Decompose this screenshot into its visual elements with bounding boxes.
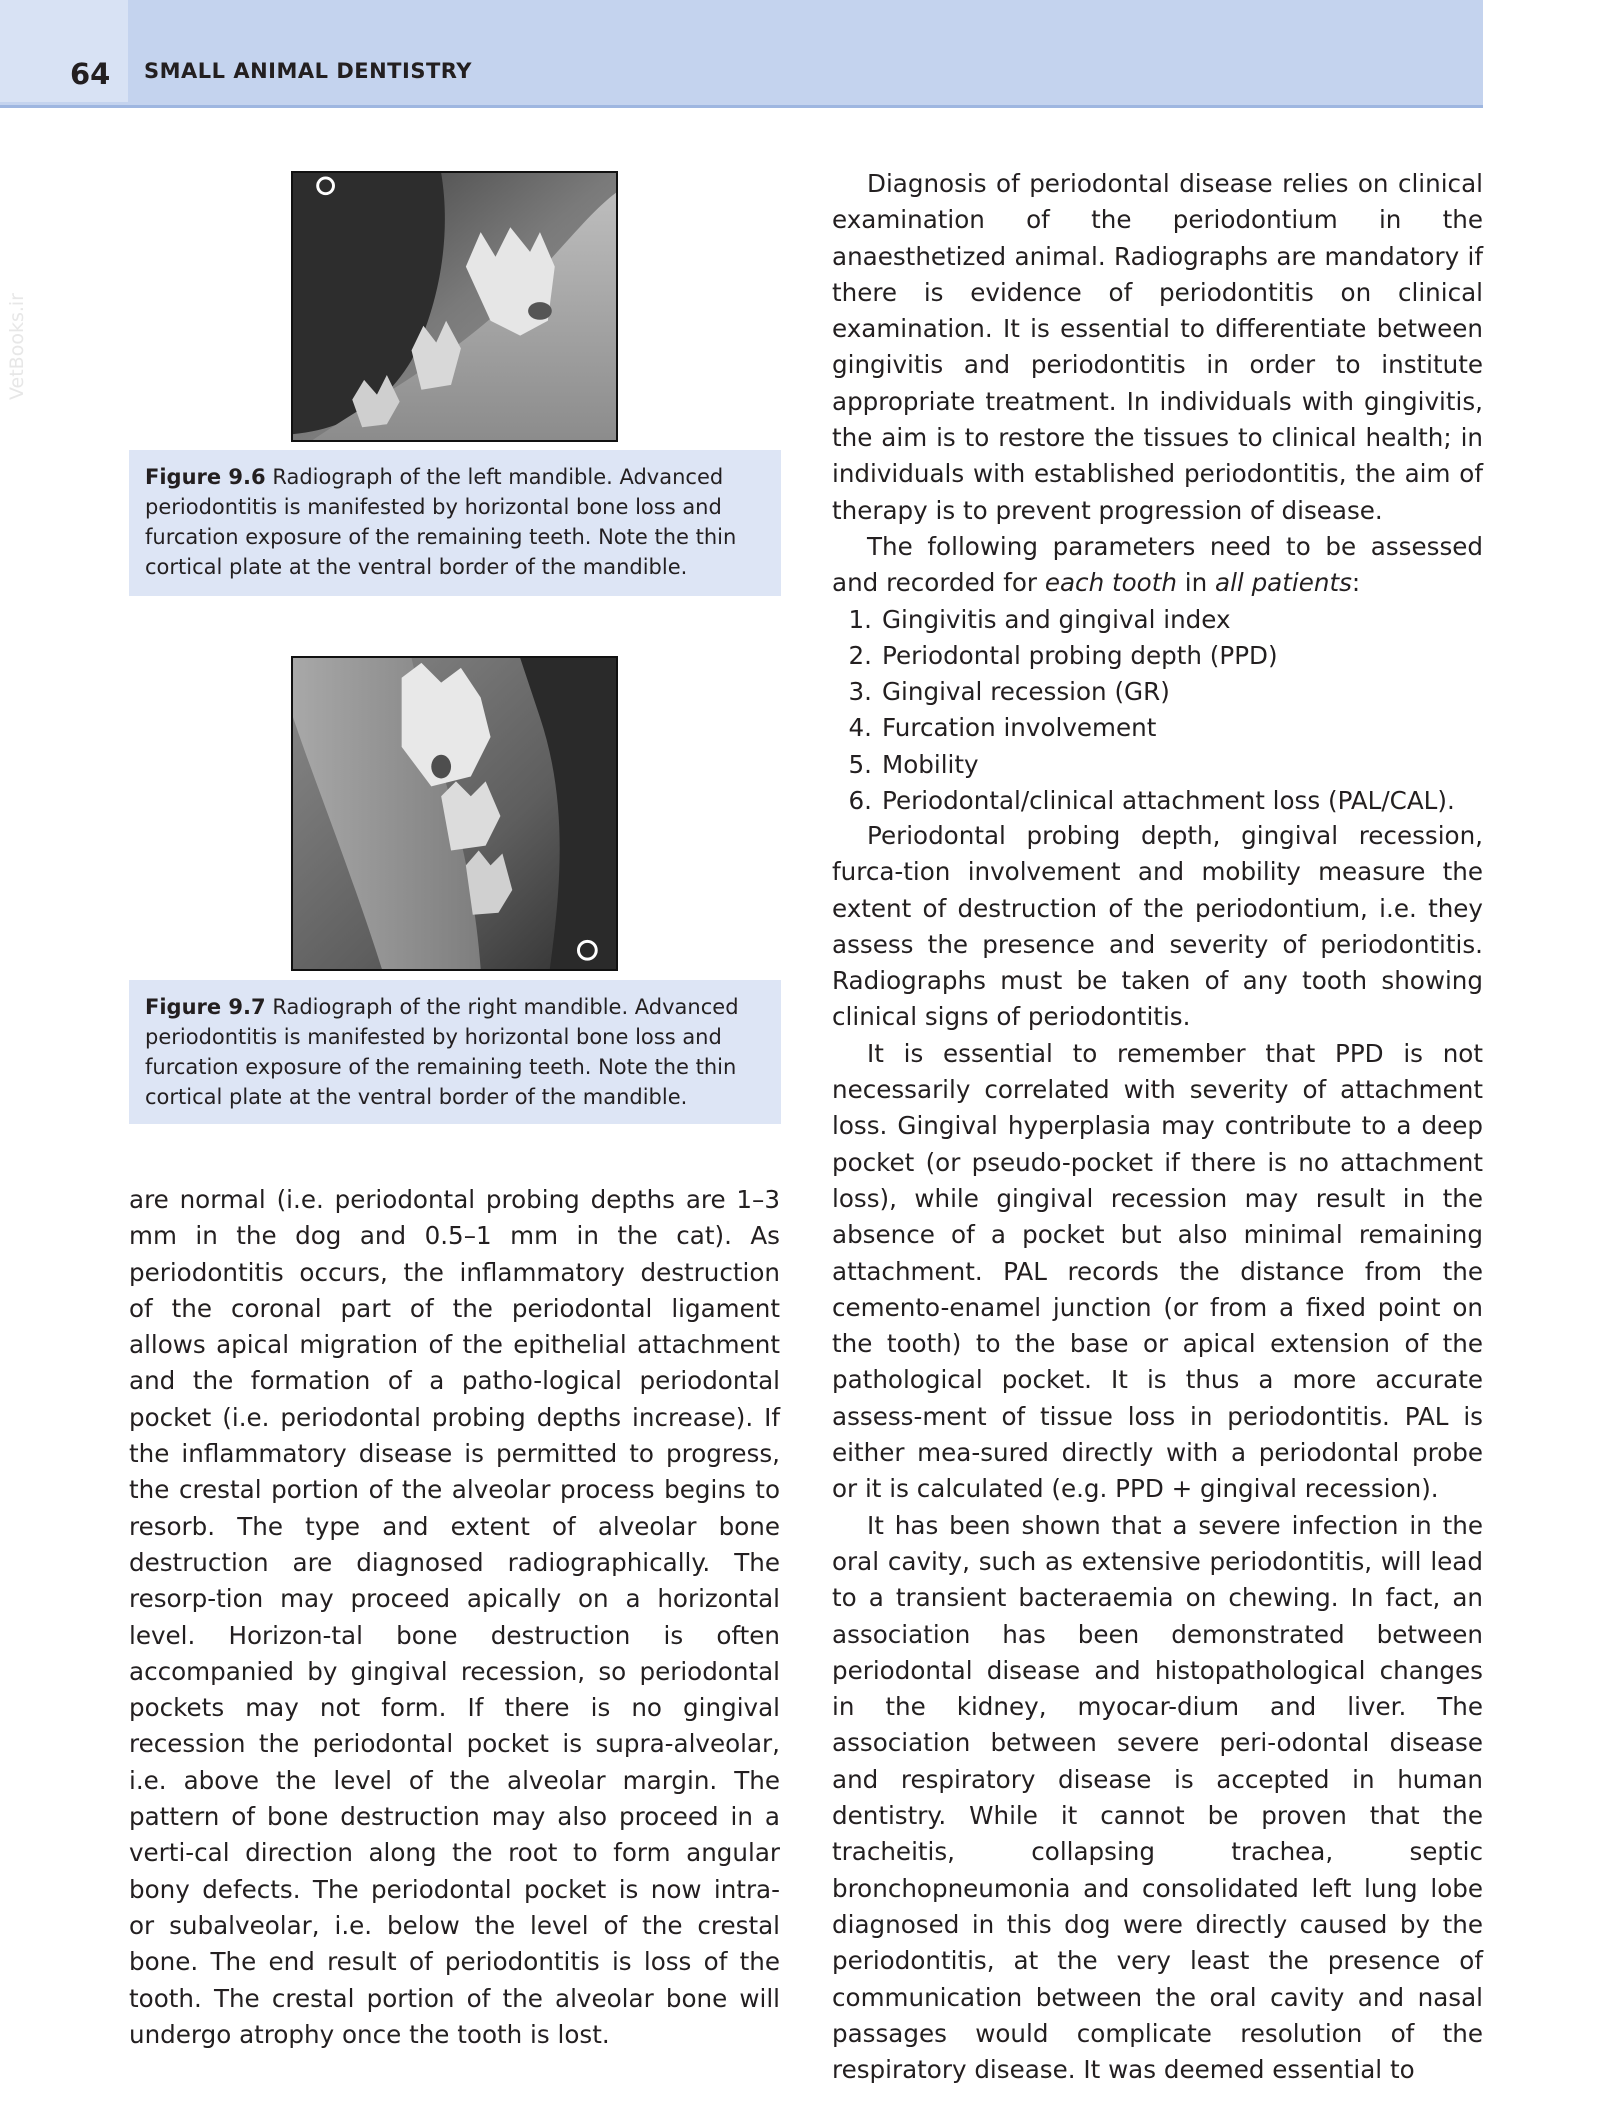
list-item: [832, 674, 1483, 710]
list-item-number: 1.: [848, 604, 872, 634]
right-paragraph-probing-depth: Periodontal probing depth, gingival recession, furca-tion involvement and mobility measure the extent of destruction of the periodontium, i.e. they assess the presence and severity of periodontitis. Radiographs must be taken of any tooth showing clinical signs of periodontitis.: [832, 821, 1483, 1032]
list-item-text: Gingival recession (GR): [882, 677, 1170, 707]
list-item: [832, 783, 1483, 819]
list-item-number: 5.: [848, 749, 872, 779]
left-paragraph-1: are normal (i.e. periodontal probing depths are 1–3 mm in the dog and 0.5–1 mm in the cat). As periodontitis occurs, the inflammatory destruction of the coronal part of the periodontal ligament allows apical migration of the epithelial attachment and the formation of a patho-logical periodontal pocket (i.e. periodontal probing depths increase). If the inflammatory disease is permitted to progress, the crestal portion of the alveolar process begins to resorb. The type and extent of alveolar bone destruction are diagnosed radiographically. The resorp-tion may proceed apically on a horizontal level. Horizon-tal bone destruction is often accompanied by gingival recession, so periodontal pockets may not form. If there is no gingival recession the periodontal pocket is supra-alveolar, i.e. above the level of the alveolar margin. The pattern of bone destruction may also proceed in a verti-cal direction along the root to form angular bony defects. The periodontal pocket is now intra- or subalveolar, i.e. below the level of the crestal bone. The end result of periodontitis is loss of the tooth. The crestal portion of the alveolar bone will undergo atrophy once the tooth is lost.: [129, 1185, 780, 2049]
list-item-text: Periodontal probing depth (PPD): [882, 640, 1278, 670]
list-item: [832, 602, 1483, 638]
figure-9-7-radiograph: [291, 656, 618, 971]
page-number: 64: [70, 57, 111, 91]
header-rule: [0, 105, 1483, 108]
figure-9-6-caption: [129, 450, 781, 596]
list-item: [832, 747, 1483, 783]
right-paragraph-diagnosis: Diagnosis of periodontal disease relies on clinical examination of the periodontium in the anaesthetized animal. Radiographs are mandatory if there is evidence of periodontitis on clinical examination. It is essential to differentiate between gingivitis and periodontitis in order to institute appropriate treatment. In individuals with gingivitis, the aim is to restore the tissues to clinical health; in individuals with established periodontitis, the aim of therapy is to prevent progression of disease.: [832, 169, 1483, 525]
right-column-bottom: [832, 818, 1483, 2088]
parameter-list: [832, 602, 1483, 820]
figure-9-7-caption-text: Radiograph of the right mandible. Advanced periodontitis is manifested by horizontal bone loss and furcation exposure of the remaining teeth. Note the thin cortical plate at the ventral border of the mandible.: [145, 995, 739, 1109]
figure-9-6-label: Figure 9.6: [145, 465, 266, 489]
list-item: [832, 638, 1483, 674]
figure-9-7-label: Figure 9.7: [145, 995, 266, 1019]
list-item-number: 6.: [848, 786, 872, 816]
parameters-intro: The following parameters need to be assessed and recorded for: [832, 531, 1483, 598]
running-title: SMALL ANIMAL DENTISTRY: [144, 59, 472, 83]
list-item-text: Furcation involvement: [882, 713, 1157, 743]
parameters-mid: in: [1176, 568, 1216, 598]
list-item-text: Periodontal/clinical attachment loss (PAL/CAL).: [882, 786, 1455, 816]
list-item-text: Gingivitis and gingival index: [882, 604, 1231, 634]
list-item: [832, 710, 1483, 746]
header-band: [0, 0, 1483, 107]
list-item-text: Mobility: [882, 749, 979, 779]
parameters-end: :: [1351, 568, 1361, 598]
figure-9-6-caption-text: Radiograph of the left mandible. Advanced periodontitis is manifested by horizontal bone loss and furcation exposure of the remaining teeth. Note the thin cortical plate at the ventral border of the mandible.: [145, 465, 737, 579]
right-column-top: [832, 166, 1483, 819]
watermark: VetBooks.ir: [6, 293, 28, 400]
radiograph-left-mandible-image: [293, 173, 616, 440]
list-item-number: 4.: [848, 713, 872, 743]
figure-9-6-radiograph: [291, 171, 618, 442]
right-paragraph-parameters: [832, 529, 1483, 602]
list-item-number: 3.: [848, 677, 872, 707]
emphasis-each-tooth: each tooth: [1044, 568, 1177, 598]
emphasis-all-patients: all patients: [1215, 568, 1352, 598]
radiograph-right-mandible-image: [293, 658, 616, 969]
left-column: [129, 1182, 780, 2053]
right-paragraph-ppd: It is essential to remember that PPD is not necessarily correlated with severity of attachment loss. Gingival hyperplasia may contribute to a deep pocket (or pseudo-pocket if there is no attachment loss), while gingival recession may result in the absence of a pocket but also minimal remaining attachment. PAL records the distance from the cemento-enamel junction (or from a fixed point on the tooth) to the base or apical extension of the pathological pocket. It is thus a more accurate assess-ment of tissue loss in periodontitis. PAL is either mea-sured directly with a periodontal probe or it is calculated (e.g. PPD + gingival recession).: [832, 1038, 1483, 1504]
right-paragraph-infection: It has been shown that a severe infection in the oral cavity, such as extensive periodontitis, will lead to a transient bacteraemia on chewing. In fact, an association has been demonstrated between periodontal disease and histopathological changes in the kidney, myocar-dium and liver. The association between severe peri-odontal disease and respiratory disease is accepted in human dentistry. While it cannot be proven that the tracheitis, collapsing trachea, septic bronchopneumonia and consolidated left lung lobe diagnosed in this dog were directly caused by the periodontitis, at the very least the presence of communication between the oral cavity and nasal passages would complicate resolution of the respiratory disease. It was deemed essential to: [832, 1510, 1483, 2085]
figure-9-7-caption: [129, 980, 781, 1124]
list-item-number: 2.: [848, 640, 872, 670]
